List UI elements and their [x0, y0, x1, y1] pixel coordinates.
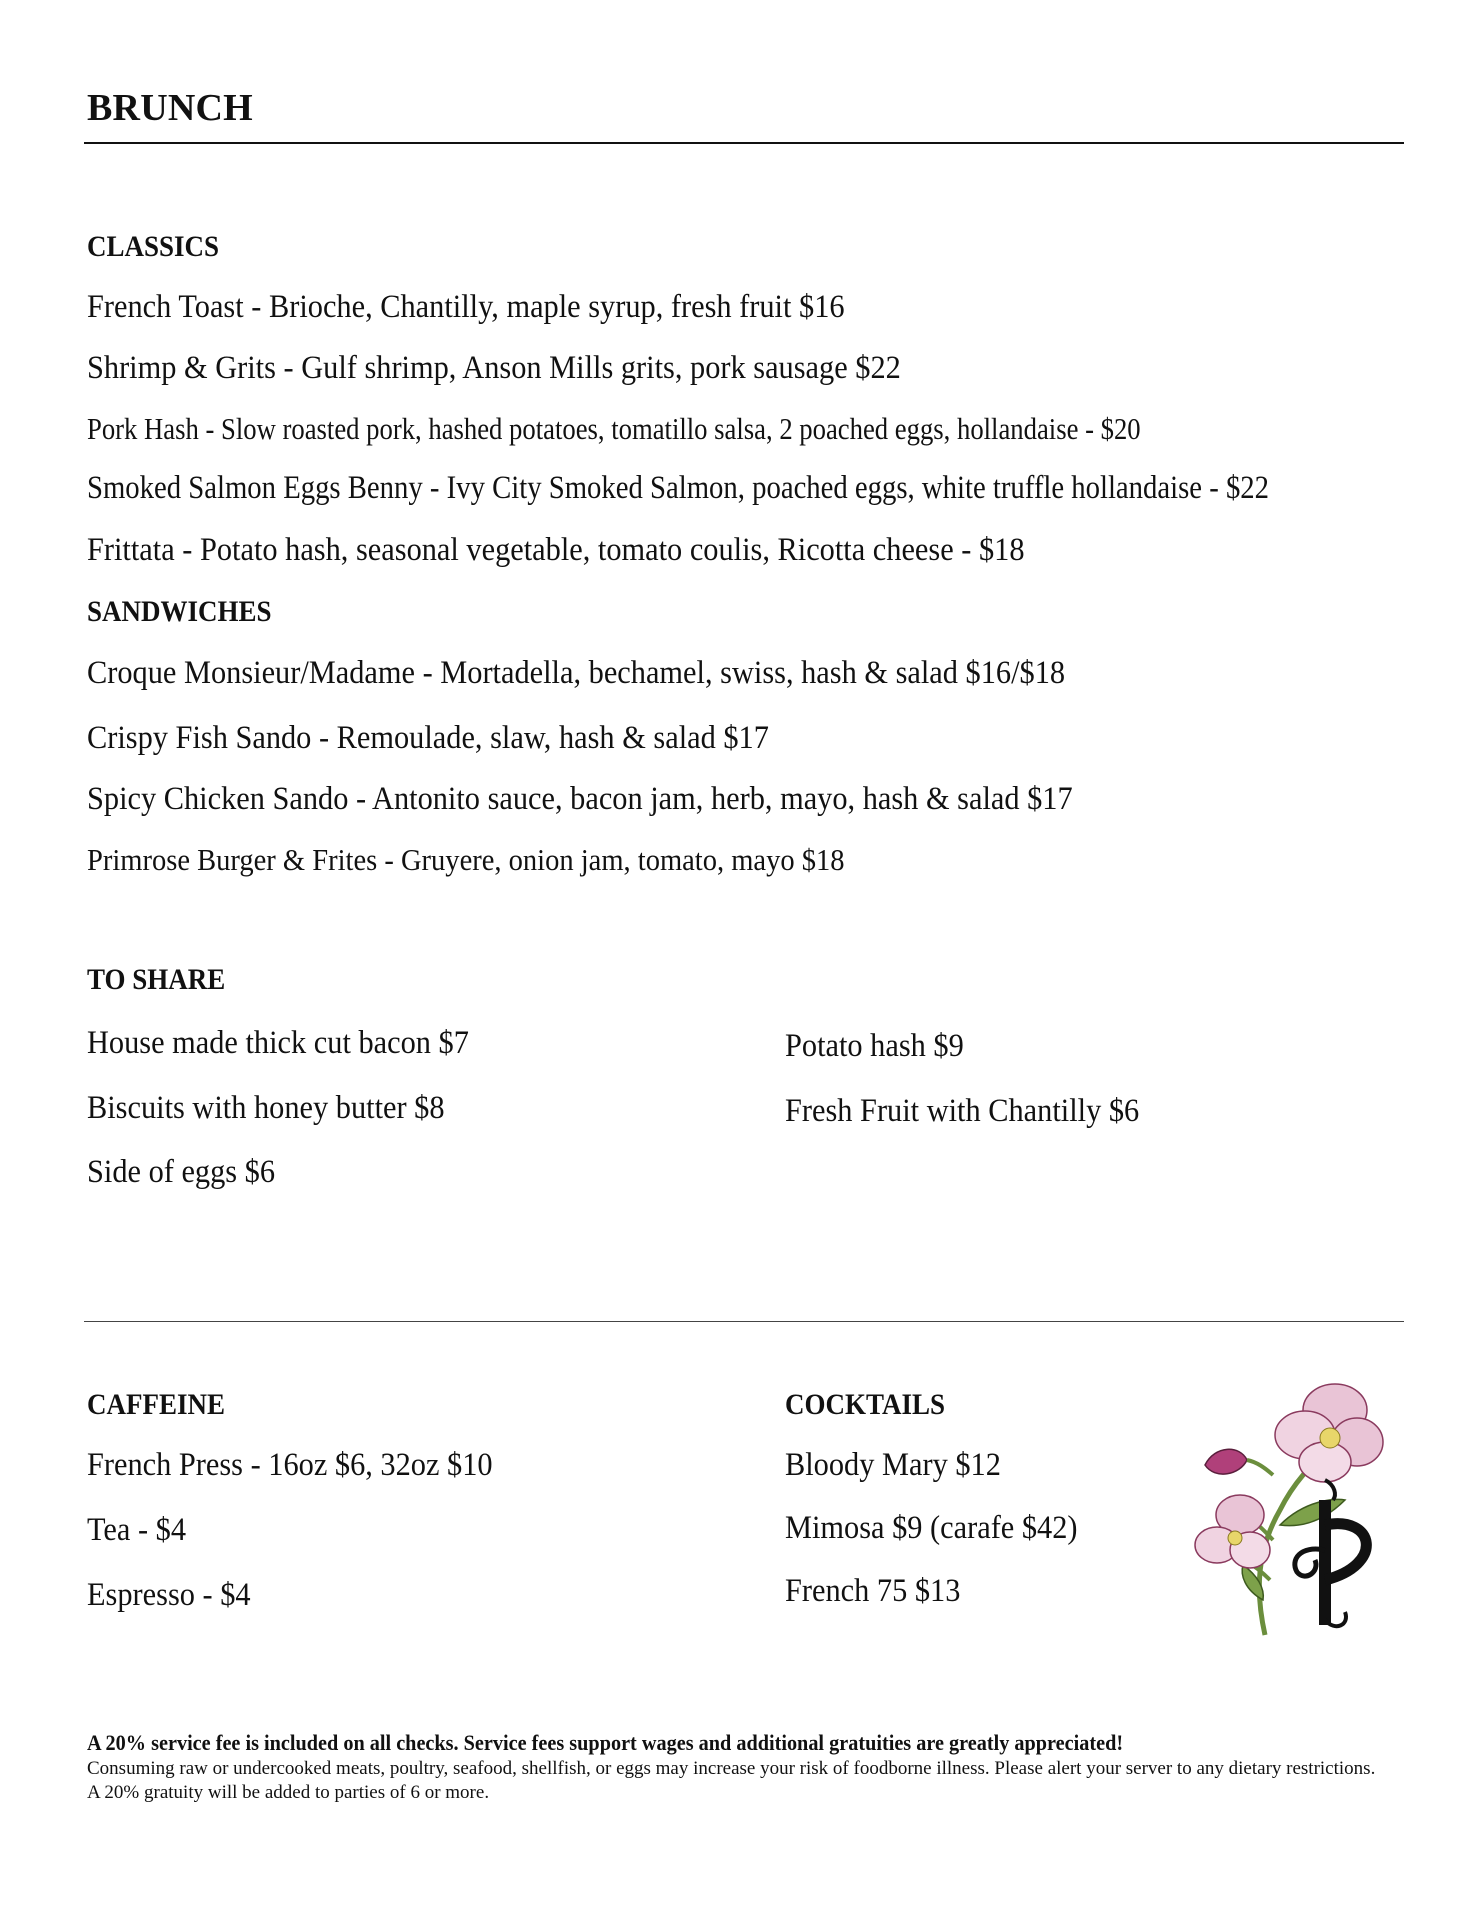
section-divider: [84, 1321, 1404, 1322]
menu-title: BRUNCH: [87, 87, 253, 129]
share-item: Side of eggs $6: [87, 1154, 276, 1190]
sandwiches-heading: SANDWICHES: [87, 595, 272, 628]
share-item: Potato hash $9: [785, 1028, 964, 1064]
share-item: House made thick cut bacon $7: [87, 1025, 469, 1061]
menu-item: Crispy Fish Sando - Remoulade, slaw, hash & salad $17: [87, 720, 769, 756]
cocktail-item: Mimosa $9 (carafe $42): [785, 1510, 1078, 1546]
share-item: Biscuits with honey butter $8: [87, 1090, 445, 1126]
share-item: Fresh Fruit with Chantilly $6: [785, 1093, 1140, 1129]
title-divider: [84, 142, 1404, 144]
menu-item: Frittata - Potato hash, seasonal vegetable, tomato coulis, Ricotta cheese - $18: [87, 532, 1025, 568]
caffeine-item: Espresso - $4: [87, 1577, 251, 1613]
menu-item: Primrose Burger & Frites - Gruyere, onion jam, tomato, mayo $18: [87, 842, 845, 877]
menu-item: Shrimp & Grits - Gulf shrimp, Anson Mills grits, pork sausage $22: [87, 350, 901, 386]
to-share-heading: TO SHARE: [87, 963, 226, 996]
menu-item: Croque Monsieur/Madame - Mortadella, bechamel, swiss, hash & salad $16/$18: [87, 655, 1066, 691]
service-fee-note: A 20% service fee is included on all checks. Service fees support wages and additional gratuities are greatly appreciated!: [87, 1730, 1124, 1755]
caffeine-item: Tea - $4: [87, 1512, 187, 1548]
menu-item: French Toast - Brioche, Chantilly, maple syrup, fresh fruit $16: [87, 289, 845, 325]
classics-heading: CLASSICS: [87, 230, 220, 263]
menu-item: Smoked Salmon Eggs Benny - Ivy City Smoked Salmon, poached eggs, white truffle hollandaise - $22: [87, 470, 1270, 506]
caffeine-heading: CAFFEINE: [87, 1388, 226, 1421]
menu-item: Spicy Chicken Sando - Antonito sauce, bacon jam, herb, mayo, hash & salad $17: [87, 781, 1073, 817]
cocktail-item: French 75 $13: [785, 1573, 961, 1609]
cocktails-heading: COCKTAILS: [785, 1388, 946, 1421]
caffeine-item: French Press - 16oz $6, 32oz $10: [87, 1447, 493, 1483]
disclaimer-note: Consuming raw or undercooked meats, poultry, seafood, shellfish, or eggs may increase your risk of foodborne illness. Please alert your server to any dietary restrictions. A 20% gratuity will be added to parties of 6 or more.: [87, 1758, 1376, 1803]
cocktail-item: Bloody Mary $12: [785, 1447, 1001, 1483]
primrose-flower-logo-icon: [1185, 1350, 1385, 1650]
menu-item: Pork Hash - Slow roasted pork, hashed potatoes, tomatillo salsa, 2 poached eggs, hollandaise - $20: [87, 411, 1141, 446]
